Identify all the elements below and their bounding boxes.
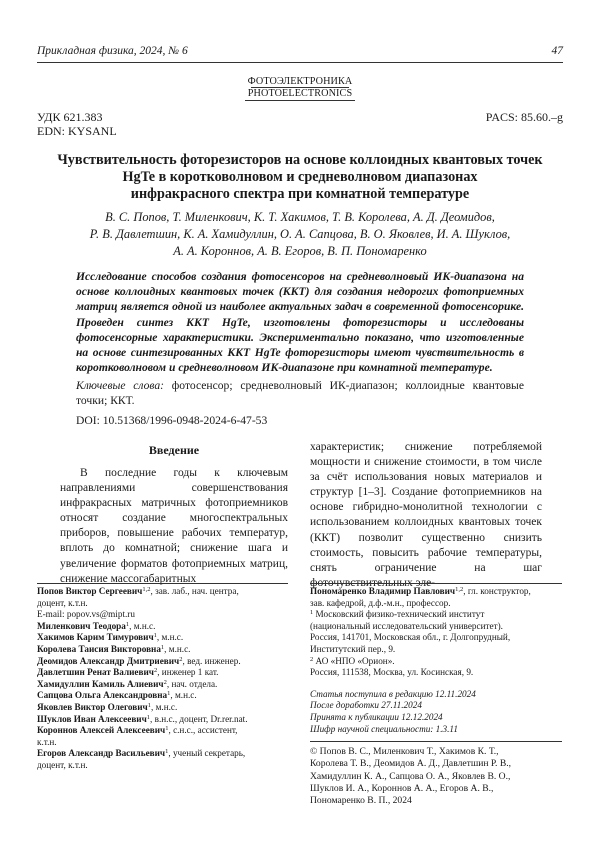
- author-entry: [37, 656, 291, 668]
- doi: DOI: 10.51368/1996-0948-2024-6-47-53: [76, 414, 268, 427]
- header-rule: [37, 62, 563, 63]
- date-line: После доработки 27.11.2024: [310, 700, 422, 711]
- author-entry: [37, 725, 291, 737]
- author-entry: [37, 737, 291, 749]
- author-info: , м.н.с.: [170, 690, 197, 701]
- page-number: 47: [551, 45, 563, 57]
- author-info: , ученый секретарь,: [168, 748, 246, 759]
- author-sup: 1: [167, 690, 171, 698]
- author-sup: 1: [146, 713, 151, 721]
- footnote-rule: [37, 583, 288, 584]
- author-sup: 1: [160, 643, 165, 651]
- organization-1: [310, 609, 565, 621]
- author-info: , м.н.с.: [150, 701, 178, 712]
- author-entry: [37, 621, 291, 633]
- author-name: Попов Виктор Сергеевич: [37, 586, 143, 596]
- author-sup: 2: [153, 667, 158, 675]
- author-entry: [37, 714, 291, 726]
- author-entry: [37, 748, 291, 760]
- abstract: Исследование способов создания фотосенсоров на средневолновый ИК-диапазона на основе коллоидных квантовых точек (ККТ) для создания недорогих фотоприемных матриц является одной из наиболее актуальных задач в современной фотосенсорике. Проведен синтез ККТ HgTe, изготовлены фоторезисторы и исследованы фотосенсорные характеристики. Экспериментально показано, что изготовленные на основе синтезированных ККТ HgTe фоторезисторы имеют чувствительность в коротковолновом и средневолновом ИК-диапазоне при комнатной температуре.: [76, 270, 524, 375]
- author-sup: 2: [163, 678, 167, 686]
- org-line: Московский физико-технический институт: [313, 609, 485, 620]
- copyright-rule: [310, 741, 562, 742]
- date-line: Статья поступила в редакцию 12.11.2024: [310, 688, 476, 699]
- keywords-label: Ключевые слова:: [76, 379, 165, 392]
- section-heading-introduction: Введение: [148, 443, 200, 457]
- intro-paragraph: В последние годы к ключевым направлениями совершенствования инфракрасных матричных фотоприемников относят создание многоспектральных приборов, повышение рабочих температур, вплоть до комнатной; снижение шага и увеличение форматов фотоприемных матриц, снижение массогабаритных: [60, 467, 288, 585]
- copyright-line: Пономаренко В. П., 2024: [310, 794, 412, 806]
- org-line: Россия, 111538, Москва, ул. Косинская, 9.: [310, 667, 474, 678]
- org-line: АО «НПО «Орион».: [313, 655, 395, 666]
- submission-dates: [310, 689, 565, 735]
- author-info: доцент, к.т.н.: [37, 759, 88, 770]
- author-entry: [310, 586, 565, 598]
- org-line: Институтский пер., 9.: [310, 643, 396, 654]
- authors-line: А. А. Короннов, А. В. Егоров, В. П. Пономаренко: [173, 244, 427, 258]
- author-sup: 1: [165, 725, 169, 733]
- author-info: доцент, к.т.н.: [37, 597, 88, 608]
- author-entry: [37, 760, 291, 772]
- author-entry: [37, 609, 291, 621]
- author-affiliations-left: [37, 586, 291, 772]
- author-name: Королева Таисия Викторовна: [37, 643, 161, 654]
- author-affiliations-right: [310, 586, 565, 807]
- title-line: инфракрасного спектра при комнатной температуре: [130, 186, 470, 202]
- author-sup: 2: [179, 655, 183, 663]
- keywords-text: фотосенсор; средневолновый ИК-диапазон; коллоидные квантовые точки; ККТ.: [76, 379, 524, 407]
- running-header-journal: Прикладная физика, 2024, № 6: [37, 45, 188, 57]
- pacs-code: PACS: 85.60.–g: [485, 110, 563, 124]
- organization-2: [310, 656, 565, 668]
- org-sup: 1: [310, 609, 314, 617]
- copyright: [310, 746, 565, 807]
- author-entry: [37, 667, 291, 679]
- author-entry: [37, 644, 291, 656]
- author-info-cont: зав. кафедрой, д.ф.-м.н., профессор.: [310, 597, 451, 608]
- authors-line: В. С. Попов, Т. Миленкович, К. Т. Хакимов, Т. В. Королева, А. Д. Деомидов,: [105, 210, 495, 224]
- author-info: , м.н.с.: [164, 643, 191, 654]
- body-column-right: [310, 440, 542, 591]
- author-entry: [37, 690, 291, 702]
- author-info: , с.н.с., ассистент,: [168, 725, 238, 736]
- author-name: Сапцова Ольга Александровна: [37, 690, 168, 701]
- section-label-ru: ФОТОЭЛЕКТРОНИКА: [247, 76, 353, 87]
- title-line: HgTe в коротковолновом и средневолновом диапазонах: [122, 169, 478, 185]
- author-info: , в.н.с., доцент, Dr.rer.nat.: [150, 713, 248, 724]
- org-line: Россия, 141701, Московская обл., г. Долгопрудный,: [310, 632, 511, 643]
- date-line: Принята к публикации 12.12.2024: [310, 711, 443, 722]
- org-sup: 2: [310, 655, 314, 663]
- author-name: Давлетшин Ренат Валиевич: [37, 667, 154, 678]
- author-sup: 1: [125, 620, 130, 628]
- udk-code: УДК 621.383: [37, 110, 103, 124]
- author-entry: [37, 679, 291, 691]
- copyright-line: © Попов В. С., Миленкович Т., Хакимов К. Т.,: [310, 746, 499, 758]
- author-name: Деомидов Александр Дмитриевич: [37, 655, 180, 666]
- author-info: , нач. отдела.: [166, 678, 218, 689]
- section-label-en: PHOTOELECTRONICS: [247, 88, 353, 99]
- authors-line: Р. В. Давлетшин, К. А. Хамидуллин, О. А. Сапцова, В. О. Яковлев, И. А. Шуклов,: [89, 227, 511, 241]
- author-info: , м.н.с.: [129, 620, 156, 631]
- copyright-line: Шуклов И. А., Короннов А. А., Егоров А. В.,: [310, 782, 494, 794]
- author-info: , гл. конструктор,: [463, 586, 531, 596]
- date-line: Шифр научной специальности: 1.3.11: [310, 723, 458, 734]
- author-info: , инженер 1 кат.: [157, 667, 219, 678]
- footnote-rule: [310, 583, 562, 584]
- author-sup: 1,2: [455, 586, 464, 593]
- author-name: Егоров Александр Васильевич: [37, 748, 166, 759]
- author-name: Миленкович Теодора: [37, 620, 126, 631]
- author-entry: [37, 702, 291, 714]
- author-name: Хамидуллин Камиль Алиевич: [37, 678, 164, 689]
- author-sup: 1: [153, 632, 157, 640]
- author-email: E-mail: popov.vs@mipt.ru: [37, 609, 135, 620]
- author-info: , вед. инженер.: [182, 655, 241, 666]
- body-column-left: [60, 440, 288, 587]
- article-title: [37, 152, 563, 203]
- udk-block: [37, 110, 117, 138]
- author-entry: [37, 586, 291, 598]
- author-entry: [37, 632, 291, 644]
- author-info: к.т.н.: [37, 736, 57, 747]
- author-entry: [37, 598, 291, 610]
- author-info: , зав. лаб., нач. центра,: [150, 586, 239, 596]
- author-name: Яковлев Виктор Олегович: [37, 701, 148, 712]
- author-sup: 1: [147, 701, 151, 709]
- edn-code: EDN: KYSANL: [37, 124, 117, 138]
- copyright-line: Хамидуллин К. А., Сапцова О. А., Яковлев В. О.,: [310, 770, 511, 782]
- author-name: Шуклов Иван Алексеевич: [37, 713, 147, 724]
- section-label: [245, 76, 355, 101]
- author-sup: 1,2: [142, 586, 151, 593]
- title-line: Чувствительность фоторезисторов на основе коллоидных квантовых точек: [57, 152, 543, 168]
- keywords: [76, 378, 524, 408]
- author-list: [60, 209, 540, 260]
- author-name: Хакимов Карим Тимурович: [37, 632, 154, 643]
- org-line: (национальный исследовательский университет).: [310, 620, 503, 631]
- author-name: Короннов Алексей Алексеевич: [37, 725, 166, 736]
- author-sup: 1: [165, 748, 169, 756]
- copyright-line: Королева Т. В., Деомидов А. Д., Давлетшин Р. В.,: [310, 758, 512, 770]
- author-name: Пономаренко Владимир Павлович: [310, 586, 456, 596]
- intro-paragraph-continued: характеристик; снижение потребляемой мощности и снижение стоимости, в том числе за счёт использования новых материалов и структур [1–3]. Создание фотоприемников на основе гибридно-монолитной технологии с использованием коллоидных квантовых точек (ККТ) позволит существенно снизить стоимость, повысить рабочие температуры, снять ограничение на шаг фоточувствительных эле-: [310, 441, 542, 589]
- author-info: , м.н.с.: [156, 632, 184, 643]
